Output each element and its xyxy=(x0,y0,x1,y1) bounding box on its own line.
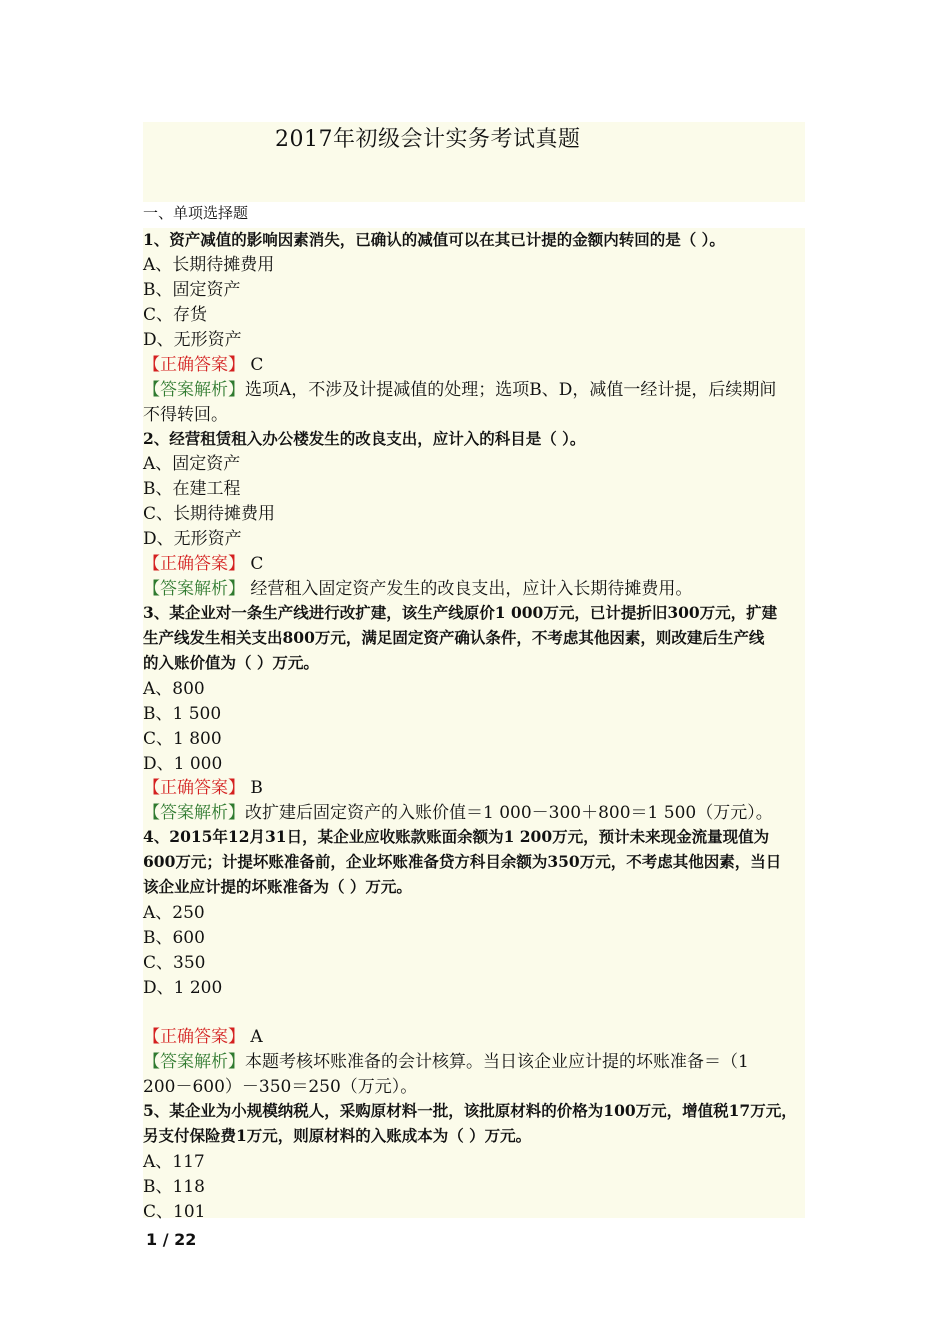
question-2-option-d: D、无形资产 xyxy=(143,529,242,549)
question-3-option-d: D、1 000 xyxy=(143,754,223,774)
question-1-option-d: D、无形资产 xyxy=(143,330,242,350)
question-3-stem-line-3: 的入账价值为（ ）万元。 xyxy=(143,653,319,672)
analysis-text: 改扩建后固定资产的入账价值＝1 000－300＋800＝1 500（万元）。 xyxy=(245,803,773,823)
question-2-stem: 2、经营租赁租入办公楼发生的改良支出，应计入的科目是（ ）。 xyxy=(143,429,586,448)
document-title: 2017年初级会计实务考试真题 xyxy=(275,127,581,152)
question-3-stem: 3、某企业对一条生产线进行改扩建，该生产线原价1 000万元，已计提折旧300万元，扩建 xyxy=(143,603,778,622)
question-3-answer xyxy=(143,773,263,798)
question-4-option-d: D、1 200 xyxy=(143,978,223,998)
question-1-stem: 1、资产减值的影响因素消失，已确认的减值可以在其已计提的金额内转回的是（ ）。 xyxy=(143,230,725,249)
question-3-option-c: C、1 800 xyxy=(143,729,222,749)
question-1-analysis xyxy=(143,375,776,400)
question-1-option-b: B、固定资产 xyxy=(143,280,241,300)
question-3-option-a: A、800 xyxy=(143,679,205,699)
question-5-stem-line-2: 另支付保险费1万元，则原材料的入账成本为（ ）万元。 xyxy=(143,1126,532,1145)
question-5-option-a: A、117 xyxy=(143,1152,205,1172)
question-4-analysis-cont: 200－600）－350＝250（万元）。 xyxy=(143,1077,418,1097)
answer-label: 【正确答案】 xyxy=(143,778,245,798)
analysis-label: 【答案解析】 xyxy=(143,1052,245,1072)
analysis-text: 本题考核坏账准备的会计核算。当日该企业应计提的坏账准备＝（1 xyxy=(245,1052,749,1072)
question-5-option-c: C、101 xyxy=(143,1202,206,1222)
question-1-option-a: A、长期待摊费用 xyxy=(143,255,275,275)
answer-label: 【正确答案】 xyxy=(143,1027,245,1047)
question-4-stem: 4、2015年12月31日，某企业应收账款账面余额为1 200万元，预计未来现金流量现值为 xyxy=(143,827,770,846)
question-4-stem-line-3: 该企业应计提的坏账准备为（ ）万元。 xyxy=(143,877,412,896)
question-4-analysis xyxy=(143,1047,749,1072)
question-2-option-a: A、固定资产 xyxy=(143,454,241,474)
analysis-label: 【答案解析】 xyxy=(143,579,245,599)
question-5-stem: 5、某企业为小规模纳税人，采购原材料一批，该批原材料的价格为100万元，增值税17万元， xyxy=(143,1101,797,1120)
question-2-option-b: B、在建工程 xyxy=(143,479,241,499)
question-1-answer xyxy=(143,350,263,375)
question-4-answer xyxy=(143,1022,263,1047)
analysis-label: 【答案解析】 xyxy=(143,380,245,400)
answer-value: C xyxy=(245,554,264,574)
section-heading: 一、单项选择题 xyxy=(143,204,249,222)
question-1-option-c: C、存货 xyxy=(143,305,208,325)
answer-value: B xyxy=(245,778,263,798)
question-3-option-b: B、1 500 xyxy=(143,704,222,724)
answer-value: A xyxy=(245,1027,263,1047)
question-4-option-c: C、350 xyxy=(143,953,206,973)
question-5-option-b: B、118 xyxy=(143,1177,205,1197)
question-4-stem-line-2: 600万元；计提坏账准备前，企业坏账准备贷方科目余额为350万元，不考虑其他因素，当日 xyxy=(143,852,782,871)
question-4-option-a: A、250 xyxy=(143,903,205,923)
page-number: 1 / 22 xyxy=(146,1230,197,1249)
question-3-analysis xyxy=(143,798,773,823)
answer-label: 【正确答案】 xyxy=(143,554,245,574)
analysis-text: 经营租入固定资产发生的改良支出，应计入长期待摊费用。 xyxy=(245,579,693,599)
analysis-label: 【答案解析】 xyxy=(143,803,245,823)
question-2-option-c: C、长期待摊费用 xyxy=(143,504,276,524)
question-4-option-b: B、600 xyxy=(143,928,205,948)
question-3-stem-line-2: 生产线发生相关支出800万元，满足固定资产确认条件，不考虑其他因素，则改建后生产线 xyxy=(143,628,765,647)
analysis-text: 选项A，不涉及计提减值的处理；选项B、D，减值一经计提，后续期间 xyxy=(245,380,777,400)
question-1-analysis-cont: 不得转回。 xyxy=(143,405,228,425)
question-2-answer xyxy=(143,549,263,574)
answer-value: C xyxy=(245,355,264,375)
question-2-analysis xyxy=(143,574,692,599)
answer-label: 【正确答案】 xyxy=(143,355,245,375)
